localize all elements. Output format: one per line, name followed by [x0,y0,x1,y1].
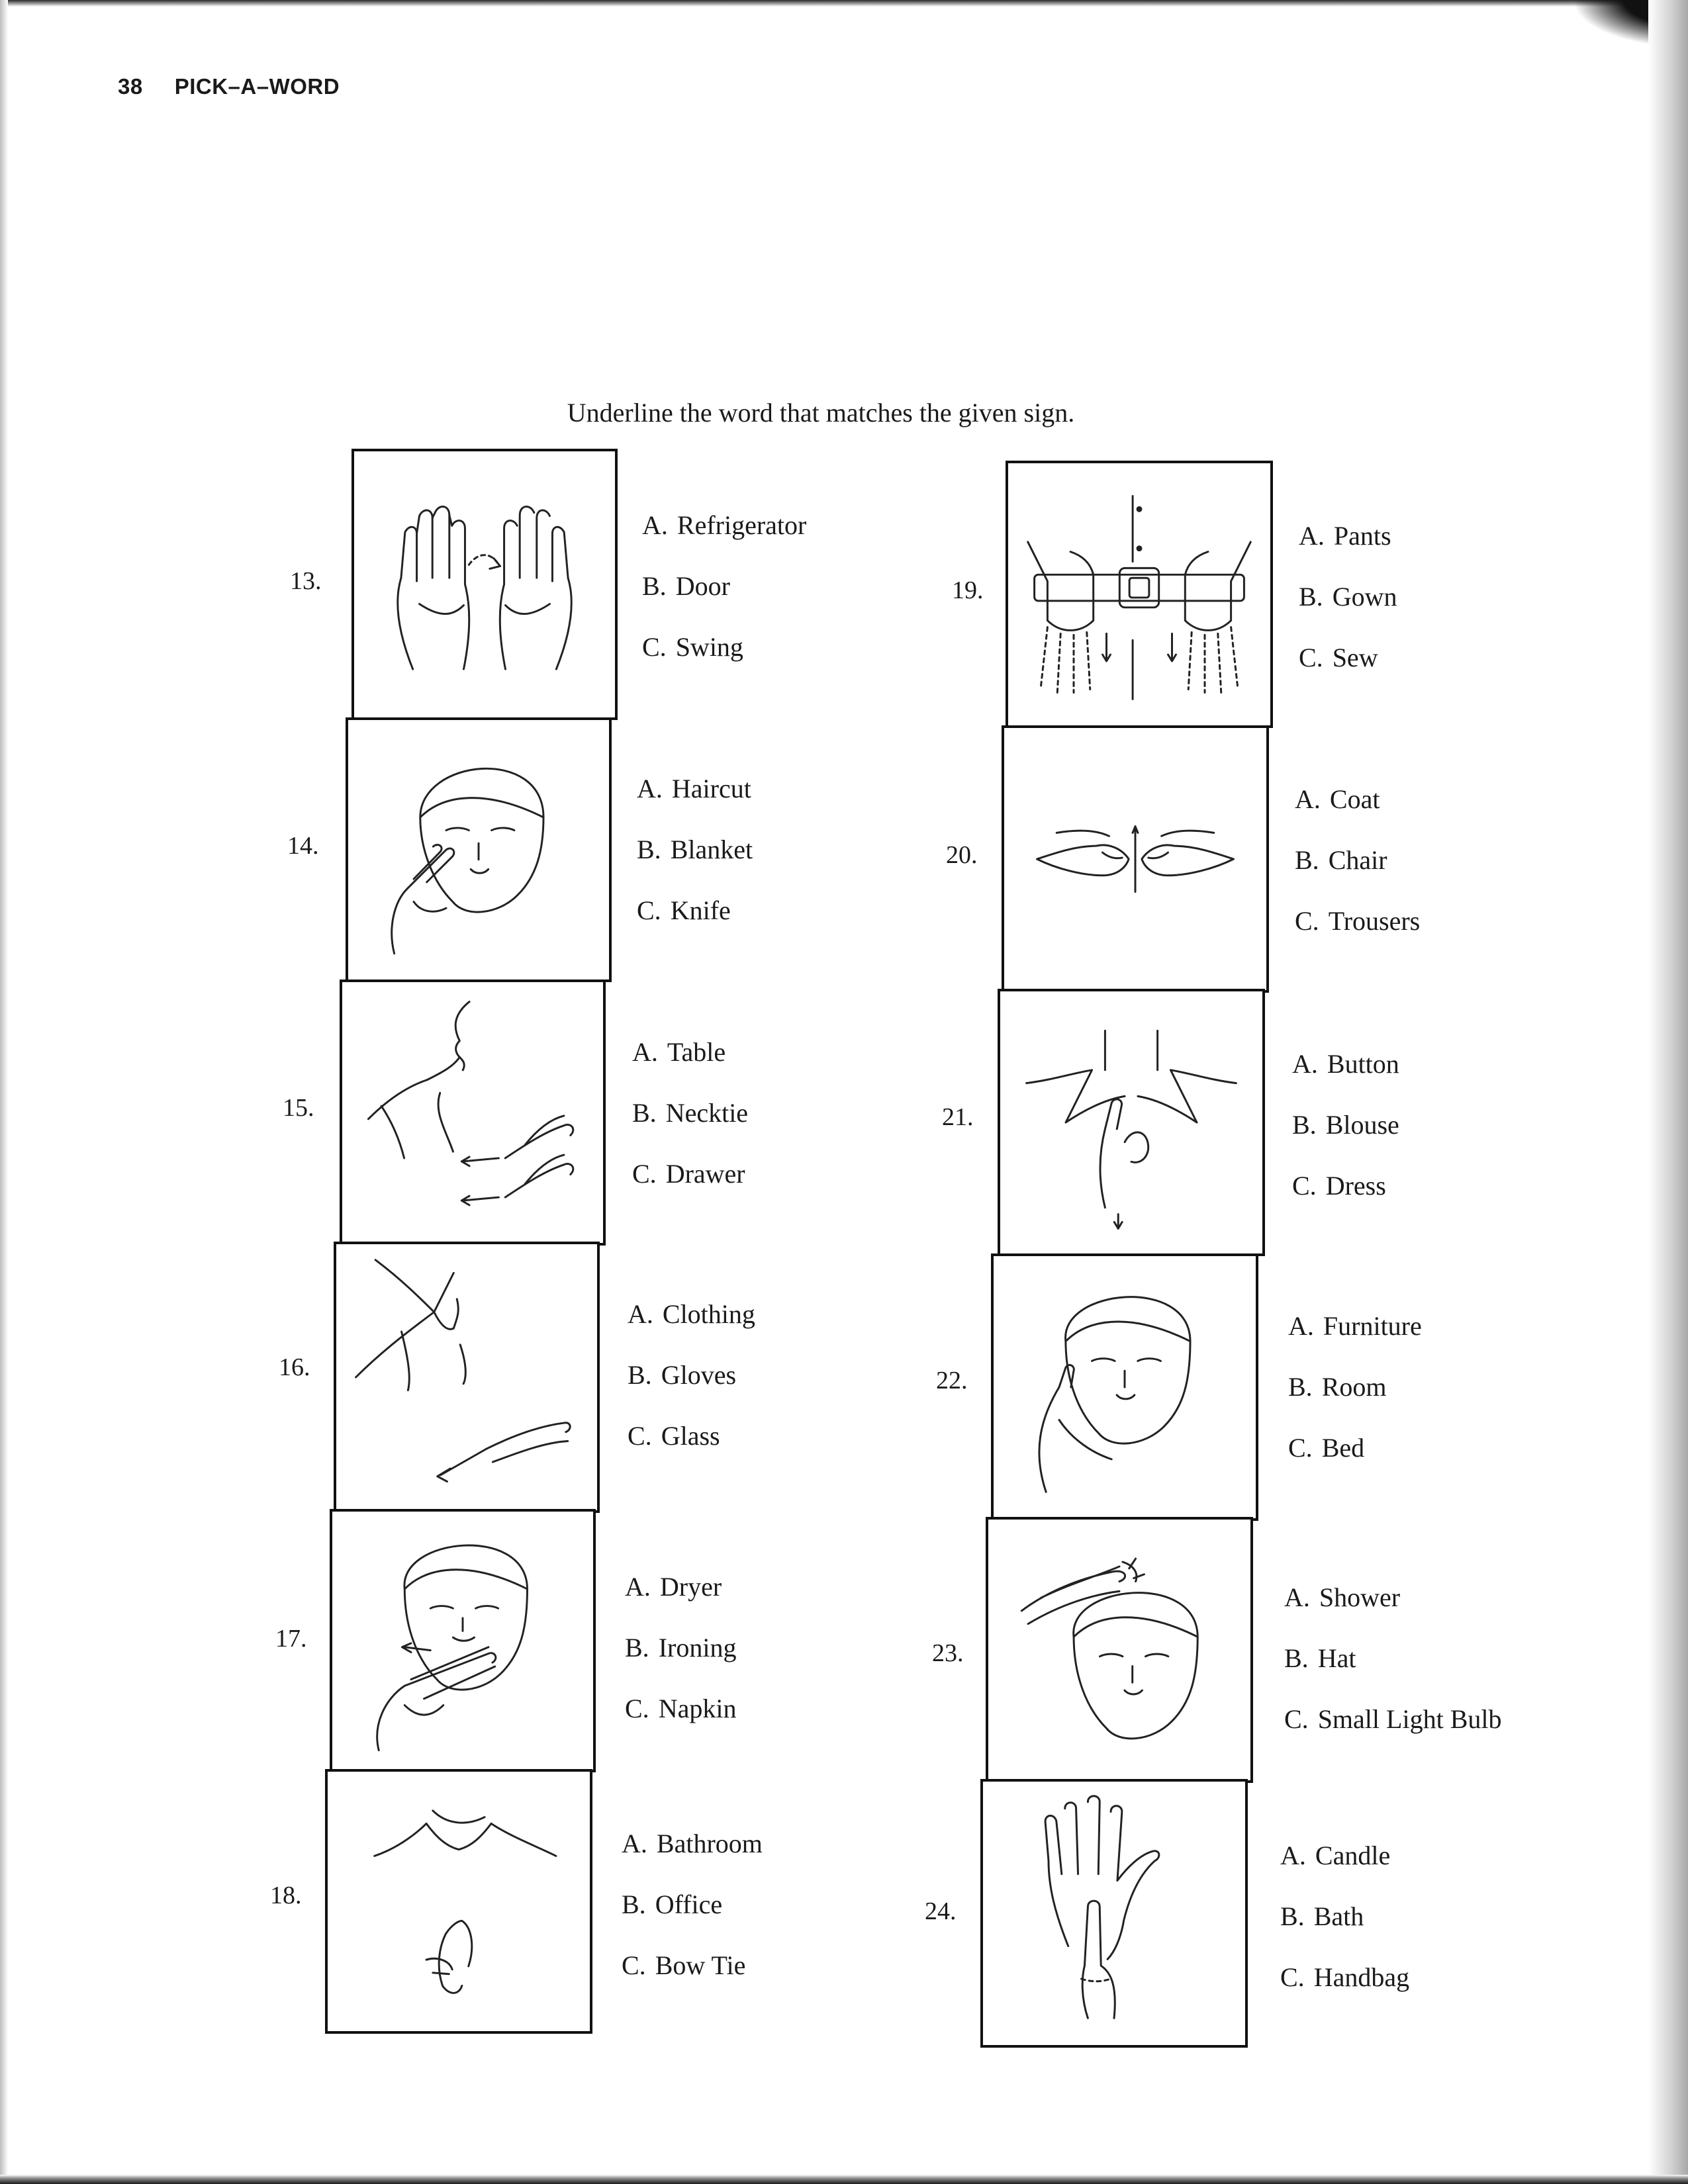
answer-option[interactable]: B. Hat [1284,1643,1356,1673]
question-number: 17. [275,1625,307,1653]
question-number: 23. [932,1639,964,1667]
sign-picture-frame [325,1769,592,2034]
sign-picture-frame [980,1779,1248,2048]
sign-picture-frame [346,717,612,982]
answer-option[interactable]: C. Napkin [625,1694,737,1723]
question-number: 15. [283,1094,314,1122]
answer-option[interactable]: B. Gloves [628,1360,737,1390]
answer-option[interactable]: C. Knife [637,895,731,925]
running-head [118,74,340,99]
sign-picture-frame [330,1509,596,1772]
sign-picture-frame [340,979,606,1246]
sign-picture-frame [991,1253,1258,1521]
scan-edge-right [1648,0,1688,2184]
answer-option[interactable]: A. Clothing [628,1299,755,1329]
sign-fingertips-across-mouth-illustration [332,1512,593,1770]
answer-option[interactable]: A. Refrigerator [642,510,807,540]
answer-option[interactable]: B. Door [642,571,730,601]
page-title: PICK–A–WORD [174,74,340,99]
question-number: 16. [279,1353,310,1381]
answer-option[interactable]: B. Bath [1280,1901,1364,1931]
question-number: 22. [936,1367,968,1394]
answer-option[interactable]: C. Glass [628,1421,720,1451]
answer-option[interactable]: A. Furniture [1288,1311,1422,1341]
answer-option[interactable]: A. Button [1292,1049,1399,1079]
answer-option[interactable]: A. Haircut [637,774,751,803]
page-number: 38 [118,74,143,99]
sign-picture-frame [986,1517,1253,1783]
instructions: Underline the word that matches the given sign. [567,398,1075,428]
answer-option[interactable]: A. Table [632,1037,726,1067]
question-number: 14. [287,832,319,860]
answer-option[interactable]: A. Shower [1284,1582,1401,1612]
question-number: 21. [942,1103,974,1131]
sign-picture-frame [998,989,1265,1256]
answer-option[interactable]: C. Handbag [1280,1962,1410,1992]
answer-option[interactable]: A. Pants [1299,521,1391,551]
sign-palm-on-cheek-illustration [994,1256,1256,1518]
question-number: 19. [952,576,984,604]
question-number: 13. [290,567,322,595]
answer-option[interactable]: B. Blanket [637,835,753,864]
question-number: 18. [270,1882,302,1909]
answer-option[interactable]: B. Ironing [625,1633,737,1662]
sign-hand-twisting-at-neck-illustration [328,1772,590,2031]
sign-hand-over-head-illustration [988,1520,1250,1780]
answer-option[interactable]: B. Necktie [632,1098,749,1128]
answer-option[interactable]: B. Chair [1295,845,1387,875]
answer-option[interactable]: B. Blouse [1292,1110,1399,1140]
answer-option[interactable]: C. Sew [1299,643,1378,672]
answer-option[interactable]: C. Bed [1288,1433,1365,1463]
sign-fingers-at-cheek-illustration [348,720,609,979]
sign-hands-at-belt-illustration [1008,463,1270,725]
sign-hands-palms-up-illustration [354,451,615,717]
sign-fists-together-illustration [1004,728,1266,990]
question-number: 24. [925,1897,957,1925]
scan-edge-top [0,0,1688,7]
answer-option[interactable]: B. Room [1288,1372,1387,1402]
answer-option[interactable]: A. Bathroom [622,1829,763,1858]
sign-finger-on-palm-illustration [983,1782,1245,2045]
answer-option[interactable]: C. Bow Tie [622,1950,746,1980]
sign-hands-pulling-out-illustration [342,982,603,1243]
scan-edge-left [0,0,8,2184]
sign-fingers-at-collar-illustration [1000,991,1262,1253]
answer-option[interactable]: A. Dryer [625,1572,722,1602]
answer-option[interactable]: C. Dress [1292,1171,1386,1201]
sign-picture-frame [352,449,618,720]
sign-hand-stroking-down-illustration [336,1244,597,1510]
answer-option[interactable]: C. Trousers [1295,906,1421,936]
answer-option[interactable]: B. Office [622,1889,723,1919]
sign-picture-frame [334,1242,600,1513]
sign-picture-frame [1006,461,1273,728]
scan-edge-bottom [0,2175,1688,2184]
answer-option[interactable]: A. Candle [1280,1841,1391,1870]
answer-option[interactable]: C. Small Light Bulb [1284,1704,1502,1734]
answer-option[interactable]: B. Gown [1299,582,1397,612]
sign-picture-frame [1002,725,1269,993]
answer-option[interactable]: C. Swing [642,632,743,662]
answer-option[interactable]: A. Coat [1295,784,1380,814]
question-number: 20. [946,841,978,869]
answer-option[interactable]: C. Drawer [632,1159,745,1189]
